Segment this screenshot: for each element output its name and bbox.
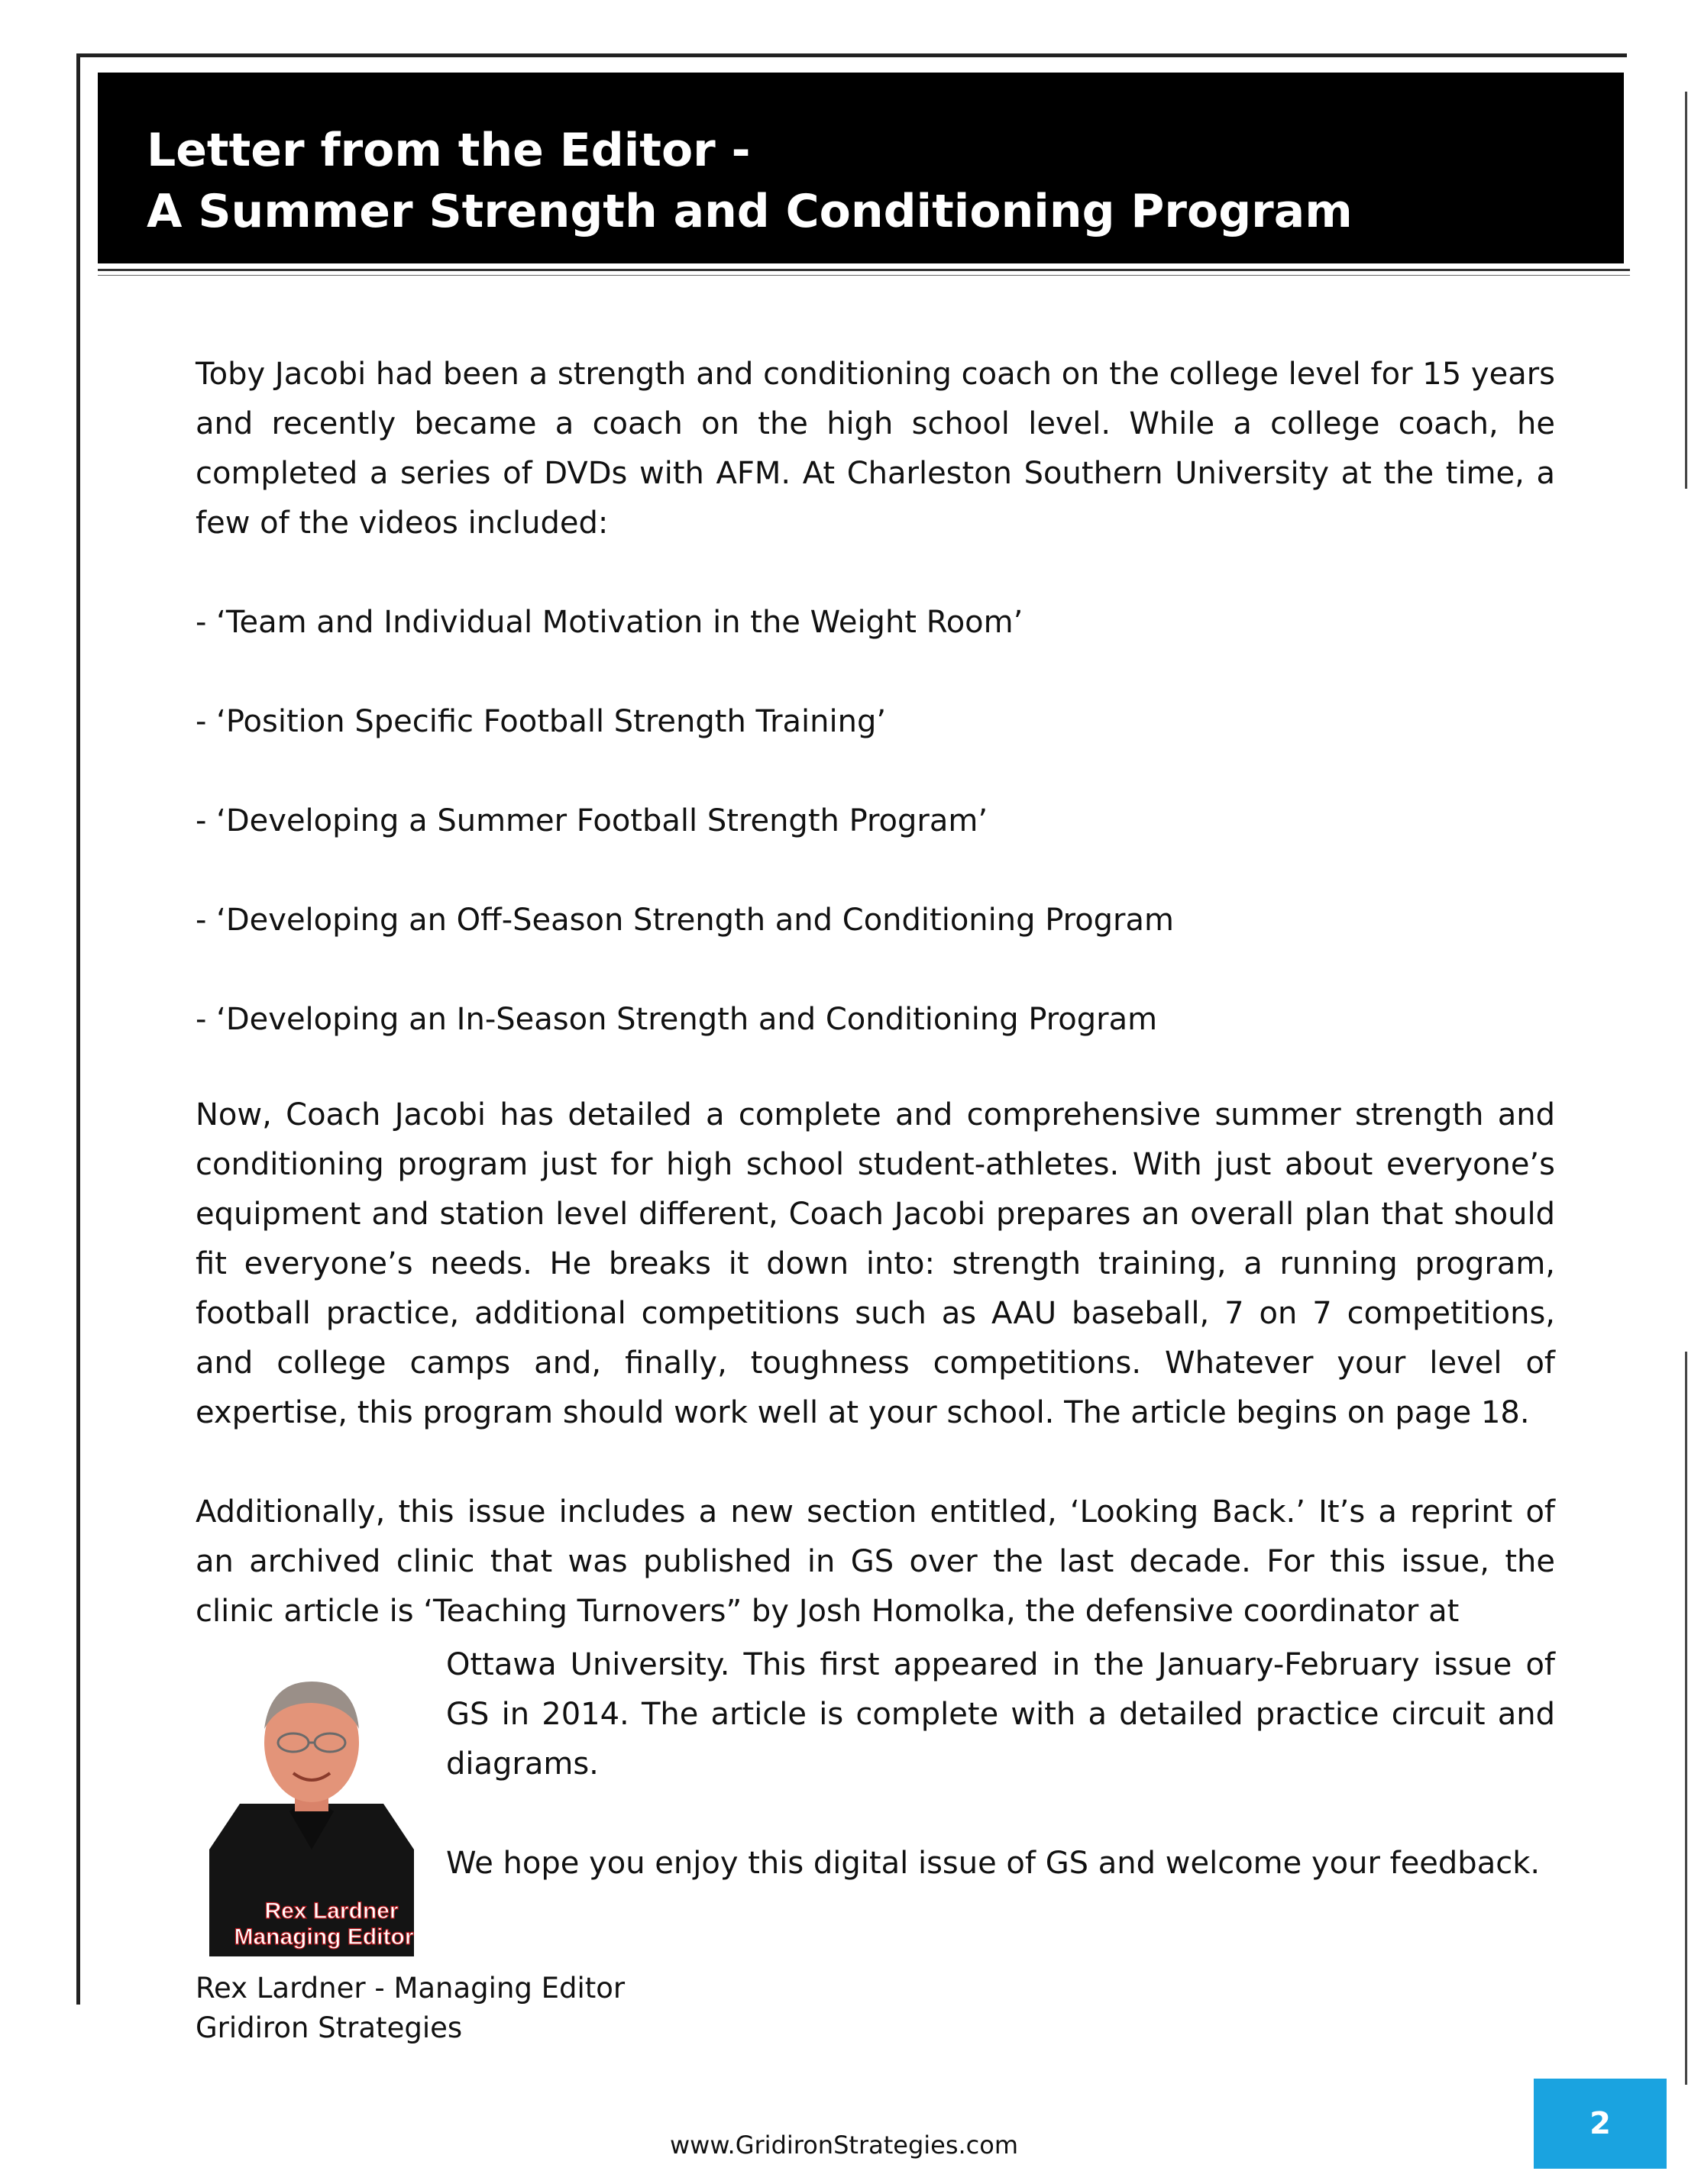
photo-caption-line-2: Managing Editor [234,1924,414,1950]
intro-paragraph: Toby Jacobi had been a strength and conditioning coach on the college level for 15 years and recently became a coach on the high school level. While a college coach, he completed a series of DVDs with AFM. At Charleston Southern University at the time, a few of the videos included: [196,357,1555,541]
frame-left-border [76,53,80,2005]
frame-right-border-lower [1685,1352,1687,2085]
closing-paragraph: We hope you enjoy this digital issue of GS and welcome your feedback. [446,1846,1541,1881]
title-line-2: A Summer Strength and Conditioning Program [147,185,1353,238]
editor-photo [209,1659,414,1956]
signature-block [196,1969,625,2048]
list-item: - ‘Developing an Off-Season Strength and Conditioning Program [196,903,1174,938]
looking-back-paragraph: Additionally, this issue includes a new section entitled, ‘Looking Back.’ It’s a reprint of an archived clinic that was published in GS over the last decade. For this issue, the clinic article is ‘Teaching Turnovers” by Josh Homolka, the defensive coordinator at [196,1494,1555,1629]
frame-right-border-upper [1685,92,1687,489]
footer-url[interactable]: www.GridironStrategies.com [669,2131,1019,2160]
list-item: - ‘Developing a Summer Football Strength Program’ [196,803,988,838]
title-banner [98,73,1624,263]
list-item: - ‘Developing an In-Season Strength and Conditioning Program [196,1002,1158,1037]
wrapped-text-block [446,1640,1555,1888]
looking-back-continued: Ottawa University. This first appeared in the January-February issue of GS in 2014. The article is complete with a detailed practice circuit and diagrams. [446,1647,1555,1782]
program-paragraph: Now, Coach Jacobi has detailed a complete and comprehensive summer strength and conditioning program just for high school student-athletes. With just about everyone’s equipment and station level different, Coach Jacobi prepares an overall plan that should fit everyone’s needs. He breaks it down into: strength training, a running program, football practice, additional competitions such as AAU baseball, 7 on 7 competitions, and college camps and, finally, toughness competitions. Whatever your level of expertise, this program should work well at your school. The article begins on page 18. [196,1097,1555,1430]
title-line-1: Letter from the Editor - [147,124,751,177]
signature-name: Rex Lardner - Managing Editor [196,1972,626,2005]
photo-caption-line-1: Rex Lardner [264,1898,399,1924]
signature-publication: Gridiron Strategies [196,2011,463,2044]
page-number-badge: 2 [1534,2079,1667,2169]
title-rule [98,269,1630,271]
title-rule-thin [98,275,1630,276]
letter-body [196,350,1555,1636]
frame-top-border [76,53,1627,57]
list-item: - ‘Position Specific Football Strength Training’ [196,704,887,739]
list-item: - ‘Team and Individual Motivation in the Weight Room’ [196,605,1023,640]
